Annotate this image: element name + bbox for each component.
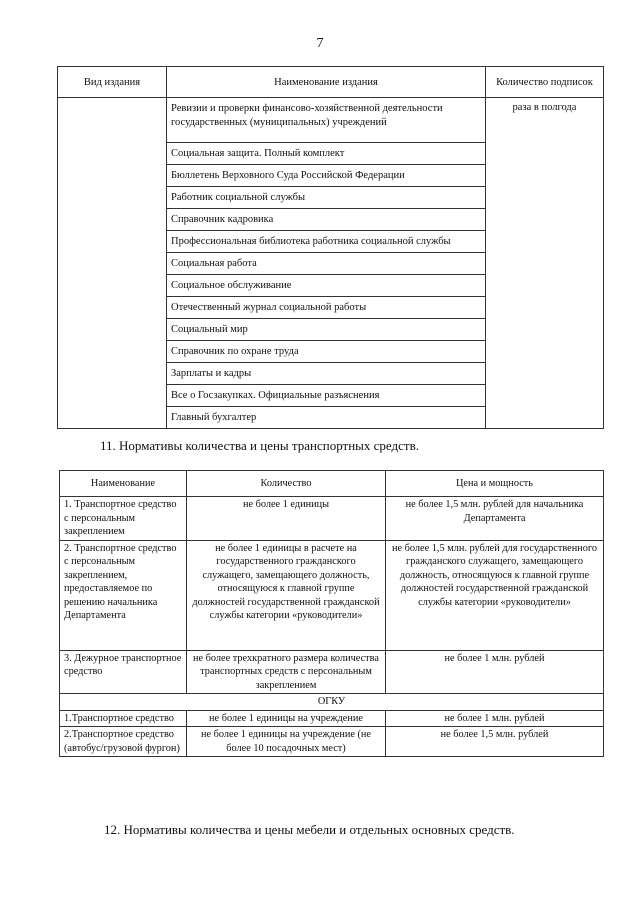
kind-cell: [58, 98, 167, 429]
publication-cell: Отечественный журнал социальной работы: [167, 297, 486, 319]
publication-cell: Главный бухгалтер: [167, 407, 486, 429]
quantity-cell: не более трехкратного размера количества транспортных средств с персональным закреплением: [187, 650, 386, 694]
name-cell: 1. Транспортное средство с персональным закреплением: [60, 497, 187, 541]
column-header-kind: Вид издания: [58, 67, 167, 98]
table-row: [60, 727, 604, 757]
table-row: [60, 540, 604, 650]
name-cell: 2. Транспортное средство с персональным закреплением, предоставляемое по решению начальника Департамента: [60, 540, 187, 650]
name-cell: 2.Транспортное средство (автобус/грузовой фургон): [60, 727, 187, 757]
publication-cell: Зарплаты и кадры: [167, 363, 486, 385]
table-row: [60, 650, 604, 694]
table-row: [58, 98, 604, 143]
publication-cell: Социальная защита. Полный комплект: [167, 143, 486, 165]
publication-cell: Справочник по охране труда: [167, 341, 486, 363]
table-row: [60, 710, 604, 727]
price-cell: не более 1,5 млн. рублей для начальника Департамента: [386, 497, 604, 541]
price-cell: не более 1 млн. рублей: [386, 650, 604, 694]
table-row: [60, 497, 604, 541]
publication-cell: Справочник кадровика: [167, 209, 486, 231]
frequency-cell: раза в полгода: [486, 98, 604, 429]
price-cell: не более 1 млн. рублей: [386, 710, 604, 727]
quantity-cell: не более 1 единицы на учреждение: [187, 710, 386, 727]
column-header-quantity: Количество: [187, 471, 386, 497]
publication-cell: Социальный мир: [167, 319, 486, 341]
section-label: ОГКУ: [60, 694, 604, 711]
publication-cell: Ревизии и проверки финансово-хозяйственной деятельности государственных (муниципальных) учреждений: [167, 98, 486, 143]
publication-cell: Все о Госзакупках. Официальные разъяснения: [167, 385, 486, 407]
transport-table: [59, 470, 604, 757]
section-row: [60, 694, 604, 711]
name-cell: 1.Транспортное средство: [60, 710, 187, 727]
section-11-heading: 11. Нормативы количества и цены транспортных средств.: [100, 438, 419, 453]
subscriptions-table: [57, 66, 604, 429]
quantity-cell: не более 1 единицы в расчете на государственного гражданского служащего, замещающего должность, относящуюся к главной группе должностей государственной гражданской службы категории «руководители»: [187, 540, 386, 650]
quantity-cell: не более 1 единицы на учреждение (не более 10 посадочных мест): [187, 727, 386, 757]
table-header-row: [58, 67, 604, 98]
column-header-price: Цена и мощность: [386, 471, 604, 497]
column-header-count: Количество подписок: [486, 67, 604, 98]
section-12-heading: 12. Нормативы количества и цены мебели и отдельных основных средств.: [104, 822, 515, 837]
column-header-name: Наименование: [60, 471, 187, 497]
publication-cell: Профессиональная библиотека работника социальной службы: [167, 231, 486, 253]
column-header-name: Наименование издания: [167, 67, 486, 98]
price-cell: не более 1,5 млн. рублей: [386, 727, 604, 757]
publication-cell: Работник социальной службы: [167, 187, 486, 209]
publication-cell: Бюллетень Верховного Суда Российской Федерации: [167, 165, 486, 187]
publication-cell: Социальное обслуживание: [167, 275, 486, 297]
quantity-cell: не более 1 единицы: [187, 497, 386, 541]
publication-cell: Социальная работа: [167, 253, 486, 275]
price-cell: не более 1,5 млн. рублей для государственного гражданского служащего, замещающего должность, относящуюся к главной группе должностей государственной гражданской службы категории «руководители»: [386, 540, 604, 650]
page-number: 7: [316, 36, 324, 51]
name-cell: 3. Дежурное транспортное средство: [60, 650, 187, 694]
table-header-row: [60, 471, 604, 497]
